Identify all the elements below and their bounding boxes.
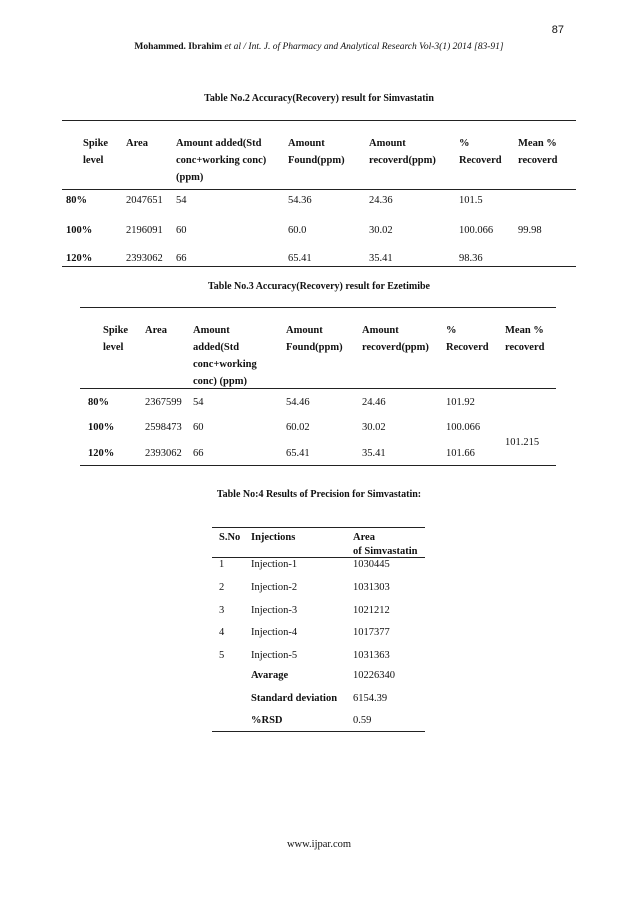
table4-bottom-rule bbox=[212, 731, 425, 732]
table3-top-rule bbox=[80, 307, 556, 308]
table2-header-cell: % Recoverd bbox=[459, 138, 502, 166]
page-number: 87 bbox=[551, 24, 564, 36]
table2-cell: 100.066 bbox=[459, 225, 494, 236]
table3-cell: 101.66 bbox=[446, 448, 475, 459]
table2-cell: 2047651 bbox=[126, 195, 163, 206]
table4-cell: 4 bbox=[219, 627, 225, 638]
table2-header-cell: Amount recoverd(ppm) bbox=[369, 138, 436, 166]
footer-url: www.ijpar.com bbox=[286, 839, 352, 850]
table3-cell: 2393062 bbox=[145, 448, 182, 459]
table4-summary-label: %RSD bbox=[251, 715, 283, 726]
table2-cell: 101.5 bbox=[459, 195, 483, 206]
table2-header-cell: Spike level bbox=[83, 138, 109, 166]
table4-cell: 1031303 bbox=[353, 582, 390, 593]
table4-cell: 2 bbox=[219, 582, 225, 593]
table2-cell: 65.41 bbox=[288, 253, 312, 264]
table2-cell: 2196091 bbox=[126, 225, 163, 236]
table3-cell: 2598473 bbox=[145, 422, 182, 433]
table4-summary-label: Avarage bbox=[251, 670, 289, 681]
table2-cell: 60 bbox=[176, 225, 187, 236]
table4-top-rule bbox=[212, 527, 425, 528]
table4-header-cell: Injections bbox=[251, 532, 296, 543]
table3-cell: 54.46 bbox=[286, 397, 310, 408]
table3-header-rule bbox=[80, 388, 556, 389]
table4-cell: Injection-2 bbox=[251, 582, 298, 593]
table3-cell: 66 bbox=[193, 448, 204, 459]
table2-cell: 54.36 bbox=[288, 195, 312, 206]
table4-cell: 1021212 bbox=[353, 605, 390, 616]
table4-cell: Injection-4 bbox=[251, 627, 298, 638]
table2-cell: 2393062 bbox=[126, 253, 163, 264]
table3-mean-value: 101.215 bbox=[505, 437, 540, 448]
running-header bbox=[0, 42, 638, 52]
table4-header-cell: Area of Simvastatin bbox=[353, 532, 418, 557]
table3-cell: 120% bbox=[88, 448, 115, 459]
table4-cell: 1 bbox=[219, 559, 225, 570]
table3-header-cell: Spike level bbox=[103, 325, 129, 353]
table3-header-cell: Mean % recoverd bbox=[505, 325, 545, 353]
table3-header-cell: % Recoverd bbox=[446, 325, 489, 353]
table2-caption: Table No.2 Accuracy(Recovery) result for Simvastatin bbox=[204, 93, 434, 104]
table2-mean-value: 99.98 bbox=[518, 225, 542, 236]
table3-cell: 65.41 bbox=[286, 448, 310, 459]
table3-caption: Table No.3 Accuracy(Recovery) result for Ezetimibe bbox=[208, 281, 430, 292]
table3-cell: 101.92 bbox=[446, 397, 475, 408]
table4-cell: Injection-1 bbox=[251, 559, 298, 570]
table3-header-cell: Amount Found(ppm) bbox=[286, 325, 343, 353]
table4-cell: Injection-5 bbox=[251, 650, 298, 661]
table4-header-cell: S.No bbox=[219, 532, 241, 543]
table4-header-rule bbox=[212, 557, 425, 558]
table2-cell: 120% bbox=[66, 253, 93, 264]
table2-header-rule bbox=[62, 189, 576, 190]
table4-cell: 1017377 bbox=[353, 627, 390, 638]
table2-cell: 24.36 bbox=[369, 195, 393, 206]
table4-summary-value: 0.59 bbox=[353, 715, 372, 726]
table2-cell: 60.0 bbox=[288, 225, 307, 236]
table2-cell: 35.41 bbox=[369, 253, 393, 264]
table3-cell: 30.02 bbox=[362, 422, 386, 433]
table2-bottom-rule bbox=[62, 266, 576, 267]
table3-cell: 60.02 bbox=[286, 422, 310, 433]
table2-cell: 66 bbox=[176, 253, 187, 264]
table4-cell: Injection-3 bbox=[251, 605, 298, 616]
table4-summary-value: 10226340 bbox=[353, 670, 395, 681]
table3-cell: 35.41 bbox=[362, 448, 386, 459]
table3-cell: 100% bbox=[88, 422, 115, 433]
table3-header-cell: Area bbox=[145, 325, 167, 336]
table4-summary-label: Standard deviation bbox=[251, 693, 338, 704]
table4-summary-value: 6154.39 bbox=[353, 693, 388, 704]
table4-caption: Table No:4 Results of Precision for Simvastatin: bbox=[216, 489, 422, 500]
table3-header-cell: Amount added(Std conc+working conc) (ppm) bbox=[193, 325, 257, 387]
table2-cell: 98.36 bbox=[459, 253, 483, 264]
table3-cell: 54 bbox=[193, 397, 204, 408]
header-journal: et al / Int. J. of Pharmacy and Analytical Research Vol-3(1) 2014 [83-91] bbox=[222, 42, 504, 52]
table2-header-cell: Area bbox=[126, 138, 148, 149]
table3-bottom-rule bbox=[80, 465, 556, 466]
table3-header-cell: Amount recoverd(ppm) bbox=[362, 325, 429, 353]
table2-cell: 30.02 bbox=[369, 225, 393, 236]
table2-header-cell: Amount Found(ppm) bbox=[288, 138, 345, 166]
table2-header-cell: Mean % recoverd bbox=[518, 138, 558, 166]
table2-top-rule bbox=[62, 120, 576, 121]
table4-cell: 3 bbox=[219, 605, 225, 616]
table4-cell: 1030445 bbox=[353, 559, 390, 570]
table2-cell: 54 bbox=[176, 195, 187, 206]
table3-cell: 100.066 bbox=[446, 422, 481, 433]
table3-cell: 80% bbox=[88, 397, 109, 408]
table2-cell: 80% bbox=[66, 195, 87, 206]
table4-cell: 1031363 bbox=[353, 650, 390, 661]
header-author: Mohammed. Ibrahim bbox=[134, 42, 223, 52]
table3-cell: 24.46 bbox=[362, 397, 386, 408]
table3-cell: 2367599 bbox=[145, 397, 182, 408]
table3-cell: 60 bbox=[193, 422, 204, 433]
table4-cell: 5 bbox=[219, 650, 225, 661]
table2-cell: 100% bbox=[66, 225, 93, 236]
table2-header-cell: Amount added(Std conc+working conc) (ppm) bbox=[176, 138, 267, 183]
